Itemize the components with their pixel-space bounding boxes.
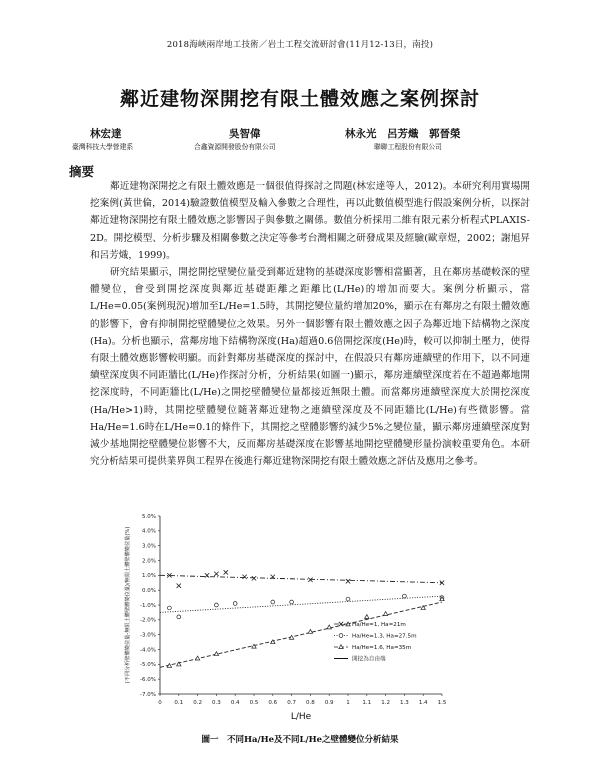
- y-tick-label: -6.0%: [140, 676, 156, 683]
- figure-caption: 圖一 不同Ha/He及不同L/He之壁體變位分析結果: [201, 735, 399, 745]
- y-tick-label: 4.0%: [142, 528, 156, 535]
- legend-marker: [339, 634, 343, 638]
- x-tick-label: 1.4: [418, 700, 428, 706]
- data-point: [365, 615, 369, 619]
- x-tick-label: 0.6: [268, 700, 278, 706]
- data-point: [327, 625, 331, 629]
- author-name: 吳智偉: [229, 128, 261, 140]
- x-tick-label: 1: [346, 700, 350, 706]
- legend-label: Ha/He=1, Ha=21m: [352, 622, 406, 628]
- x-tick-label: 0.5: [249, 700, 259, 706]
- legend-marker: [339, 622, 343, 626]
- x-tick-label: 0.8: [306, 700, 315, 706]
- abstract-paragraph-1: 鄰近建物深開挖之有限土體效應是一個很值得探討之問題(林宏達等人，2012)。本研究利用實場開挖案例(黃世倫，2014)驗證數值模型及輸入參數之合理性，再以此數值模型進行假設案例分析，以探討鄰近建物深開挖有限土體效應之影響因子與參數之關係。數值分析採用二維有限元素分析程式PLAXIS-2D。開挖模型、分析步驟及相關參數之決定等參考台灣相關之研發成果及經驗(歐章煜，2002；謝旭昇和呂芳熾，1999)。: [90, 181, 530, 261]
- running-head: 2018海峽兩岸地工技術／岩土工程交流研討會(11月12-13日，南投): [166, 40, 434, 50]
- y-tick-label: -7.0%: [140, 691, 156, 698]
- data-point: [346, 579, 350, 583]
- x-tick-label: 0.9: [324, 700, 334, 706]
- abstract-paragraph-2: 研究結果顯示，開挖開挖壁變位量受到鄰近建物的基礎深度影響相當顯著，且在鄰房基礎較深的壁體變位，會受到開挖深度與鄰近基礎距離之距離比(L/He)的增加而要大。案例分析顯示，當L/He=0.05(案例現況)增加至L/He=1.5時，其開挖變位量約增加20%，顯示在有鄰房之有限土體效應的影響下，會有抑制開挖壁體變位之效果。另外一個影響有限土體效應之因子為鄰近地下結構物之深度(Ha)。分析也顯示，當鄰房地下結構物深度(Ha)超過0.6倍開挖深度(He)時，較可以抑制土壓力，使得有限土體效應影響較明顯。而針對鄰房基礎深度的探討中，在假設只有鄰房連續壁的作用下，以不同連續壁深度與不同距牆比(L/He)作探討分析，分析結果(如圖一)顯示，鄰房連續壁深度若在不超過鄰地開挖深度時，不同距牆比(L/He)之開挖壁體變位量都接近無限土體。而當鄰房連續壁深度大於開挖深度(Ha/He>1)時，其開挖壁體變位隨著鄰近建物之連續壁深度及不同距牆比(L/He)有些微影響。當Ha/He=1.6時在L/He=0.1的條件下，其開挖之壁體影響約減少5%之變位量，顯示鄰房連續壁深度對減少基地開挖壁體變位影響不大，反而鄰房基礎深度在影響基地開挖壁體變形量扮演較重要角色。本研究分析結果可提供業界與工程界在後進行鄰近建物深開挖有限土體效應之評估及應用之參考。: [90, 267, 530, 468]
- y-tick-label: -5.0%: [140, 662, 156, 669]
- author-affiliation: 合鑫資源開發股份有限公司: [194, 143, 276, 151]
- legend-label: Ha/He=1.3, Ha=27.5m: [352, 633, 417, 640]
- data-point: [403, 594, 407, 598]
- data-point: [214, 652, 218, 656]
- data-point: [214, 572, 218, 576]
- y-tick-label: 3.0%: [142, 543, 156, 550]
- data-point: [177, 584, 181, 588]
- data-point: [308, 629, 312, 633]
- legend-label: 開挖為自由端: [352, 656, 386, 663]
- displacement-chart: [120, 508, 460, 726]
- trendline: [160, 596, 442, 612]
- data-point: [308, 578, 312, 582]
- x-axis-label: L/He: [290, 712, 312, 722]
- x-tick-label: 0: [158, 700, 162, 706]
- x-tick-label: 1.1: [362, 700, 372, 706]
- data-point: [383, 612, 387, 616]
- data-point: [252, 576, 256, 580]
- x-tick-label: 0.2: [193, 700, 202, 706]
- y-tick-label: 1.0%: [142, 573, 156, 580]
- x-tick-label: 1.3: [400, 700, 409, 706]
- y-axis-label: (不同分析壁體變位量-無限土體壁體變位量)/無限土體壁體變位量(%): [125, 526, 131, 684]
- data-point: [242, 575, 246, 579]
- data-point: [271, 600, 275, 604]
- x-tick-label: 0.3: [212, 700, 221, 706]
- author-affiliation: 聯聯工程股份有限公司: [374, 143, 442, 151]
- y-tick-label: -4.0%: [140, 647, 156, 654]
- trendline: [160, 575, 442, 582]
- legend-label: Ha/He=1.6, Ha=35m: [352, 645, 412, 651]
- data-point: [168, 606, 172, 610]
- y-tick-label: -3.0%: [140, 632, 156, 639]
- x-tick-label: 1.2: [381, 700, 390, 706]
- data-point: [177, 615, 181, 619]
- x-tick-label: 0.7: [287, 700, 296, 706]
- x-tick-label: 0.4: [230, 700, 240, 706]
- data-point: [346, 597, 350, 601]
- y-tick-label: 0.0%: [142, 587, 156, 594]
- author-name: 林永光 呂芳熾 郭晉榮: [345, 128, 461, 140]
- data-point: [233, 602, 237, 606]
- paper-title: 鄰近建物深開挖有限土體效應之案例探討: [119, 88, 480, 110]
- author-affiliation: 臺灣科技大學營建系: [72, 143, 134, 151]
- data-point: [224, 570, 228, 574]
- abstract-heading: 摘要: [69, 164, 95, 179]
- data-point: [215, 603, 219, 607]
- y-tick-label: -1.0%: [140, 602, 156, 609]
- y-tick-label: 2.0%: [142, 558, 156, 565]
- x-tick-label: 1.5: [437, 700, 447, 706]
- author-name: 林宏達: [90, 128, 122, 140]
- y-tick-label: -2.0%: [140, 617, 156, 624]
- data-point: [290, 600, 294, 604]
- x-tick-label: 0.1: [174, 700, 184, 706]
- y-tick-label: 5.0%: [142, 513, 156, 520]
- data-point: [195, 656, 199, 660]
